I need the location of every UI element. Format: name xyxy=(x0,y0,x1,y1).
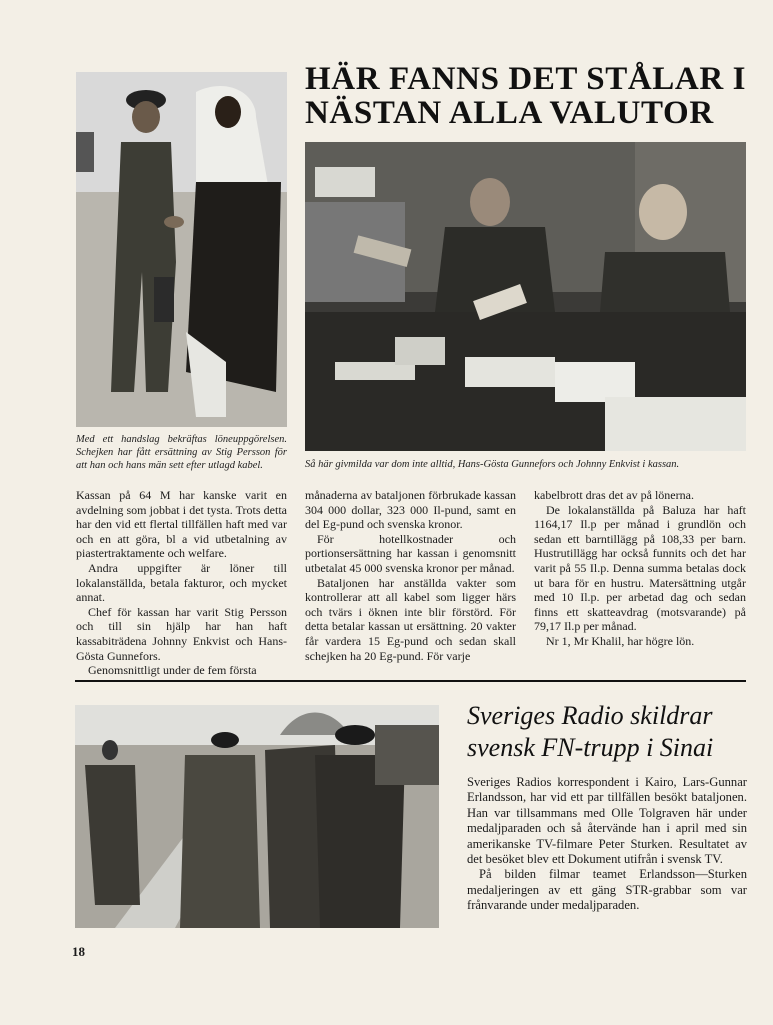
paragraph: På bilden filmar teamet Erlandsson—Sturken medaljeringen av ett gäng STR-grabbar som var frånvarande under medaljparaden. xyxy=(467,867,747,913)
article1-column-3 xyxy=(534,488,746,649)
paragraph: Andra uppgifter är löner till lokalanställda, betala fakturor, och mycket annat. xyxy=(76,560,287,605)
paragraph: Bataljonen har anställda vakter som kontrollerar att all kabel som ligger härs och tvärs i öknen inte blir förstörd. För detta betalar kassan ut ersättning. 20 vakter får vardera 15 Eg-pund och sedan skall schejken ha 20 Eg-pund. För varje xyxy=(305,575,516,663)
article2-headline-line2: svensk FN-trupp i Sinai xyxy=(467,733,714,762)
paragraph: Kassan på 64 M har kanske varit en avdelning som jobbat i det tysta. Trots detta har den vid ett flertal tillfällen haft med var och en att göra, bl a vid utbetalning av piastertraktamente och welfare. xyxy=(76,488,287,561)
paragraph: Nr 1, Mr Khalil, har högre lön. xyxy=(546,633,695,648)
paragraph: Sveriges Radios korrespondent i Kairo, Lars-Gunnar Erlandsson, har vid ett par tillfällen besökt bataljonen. Han var tillsammans med Olle Tolgraven här under medaljparaden och så återvände han i april med sin amerikanske TV-filmare Peter Sturken. Resultatet av det besöket blev ett Dokument utifrån i svensk TV. xyxy=(467,775,747,867)
medal-parade-photo xyxy=(75,705,439,928)
article1-column-1 xyxy=(76,488,287,678)
paragraph: För hotellkostnader och portionsersättning har kassan i genomsnitt utbetalat 45 000 svenska kronor per månad. xyxy=(305,531,516,575)
paragraph: Chef för kassan har varit Stig Persson och till sin hjälp har han haft kassabiträdena Johnny Enkvist och Hans-Gösta Gunnefors. xyxy=(76,604,287,663)
paragraph: De lokalanställda på Baluza har haft 1164,17 Il.p per månad i grundlön och sedan ett barntillägg på 108,33 per barn. Hustrutillägg har också funnits och det har varit på 55 Il.p. Denna summa betalas dock ut bara för en hustru. Matersättning utgår med 10 Il.p. per arbetad dag och sedan finns ett skatteavdrag (motsvarande) på 79,17 Il.p per månad. xyxy=(534,502,746,634)
section-divider xyxy=(75,680,746,682)
page-number: 18 xyxy=(72,944,85,959)
headline: HÄR FANNS DET STÅLAR I NÄSTAN ALLA VALUTOR xyxy=(305,61,747,131)
paragraph: Genomsnittligt under de fem första xyxy=(88,663,257,678)
paragraph: månaderna av bataljonen förbrukade kassan 304 000 dollar, 323 000 Il-pund, samt en del Eg-pund och svenska kronor. xyxy=(305,488,516,532)
article1-column-2 xyxy=(305,488,516,663)
photo-left-caption: Med ett handslag bekräftas löneuppgörelsen. Schejken har fått ersättning av Stig Persson för att han och hans män sett efter utlagd kabel. xyxy=(76,434,287,471)
article2-body xyxy=(467,775,747,914)
article2-headline xyxy=(467,700,747,764)
article2-headline-line1: Sveriges Radio skildrar xyxy=(467,701,713,730)
photo-right-caption: Så här givmilda var dom inte alltid, Hans-Gösta Gunnefors och Johnny Enkvist i kassan. xyxy=(305,459,680,470)
paragraph: kabelbrott dras det av på lönerna. xyxy=(534,488,694,502)
handshake-photo xyxy=(76,72,287,427)
cashier-photo xyxy=(305,142,746,451)
